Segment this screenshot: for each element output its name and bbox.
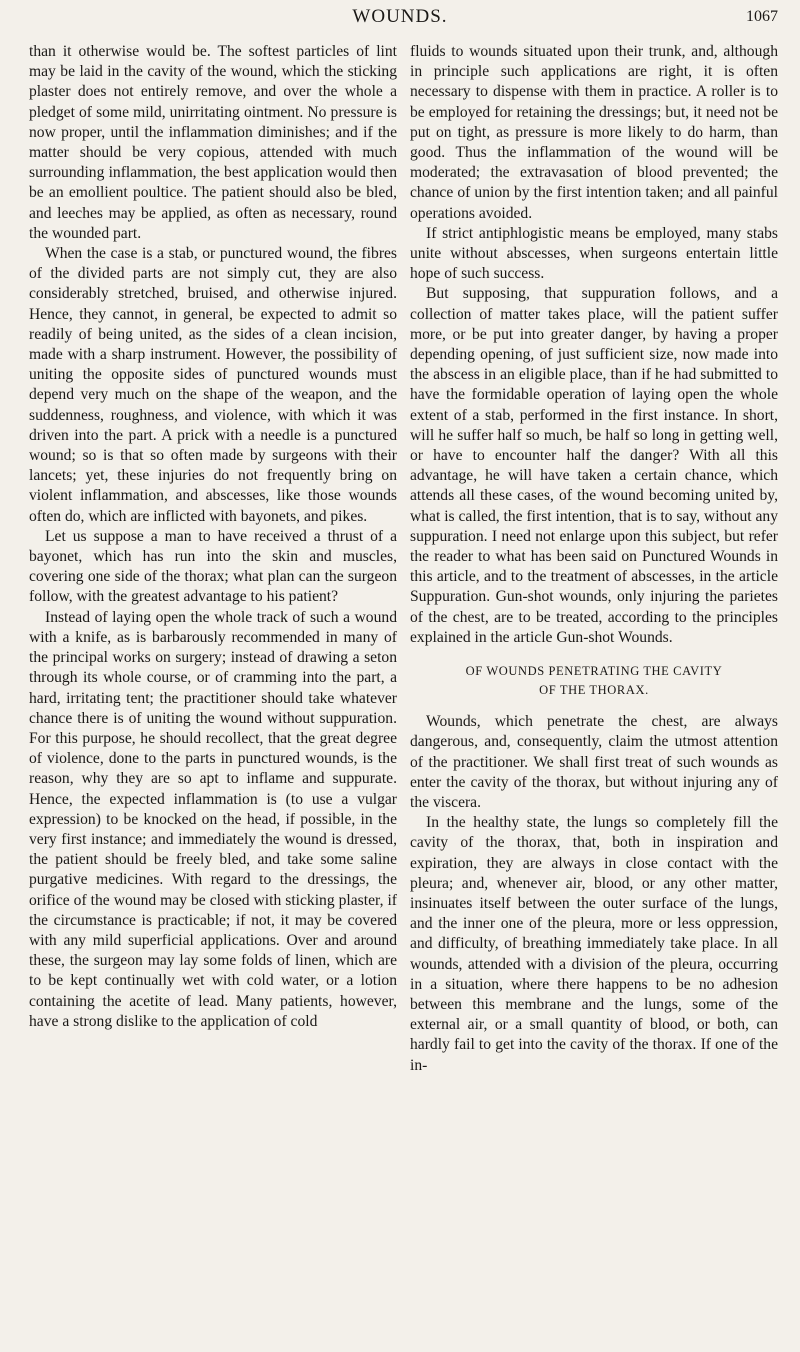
running-head xyxy=(0,4,800,30)
right-column xyxy=(410,42,778,1342)
paragraph: If strict antiphlogistic means be employed, many stabs unite without abscesses, when surgeons entertain little hope of such success. xyxy=(410,224,778,283)
paragraph: than it otherwise would be. The softest particles of lint may be laid in the cavity of the wound, which the sticking plaster does not entirely remove, and over the whole a pledget of some mild, unirritating ointment. No pressure is now proper, until the inflammation diminishes; and if the matter should be very copious, attended with much surrounding inflammation, the best application would then be an emollient poultice. The patient should also be bled, and leeches may be applied, as often as necessary, round the wounded part. xyxy=(29,43,397,242)
paragraph: But supposing, that suppuration follows, and a collection of matter takes place, will the patient suffer more, or be put into greater danger, by having a proper depending opening, of just sufficient size, now made into the abscess in an eligible place, than if he had submitted to have the formidable operation of laying open the whole extent of a stab, performed in the first instance. In short, will he suffer half so much, be half so long in getting well, or have to encounter half the danger? With all this advantage, he will have taken a certain chance, which attends all these cases, of the wound becoming united by, what is called, the first intention, that is to say, without any suppuration. I need not enlarge upon this subject, but refer the reader to what has been said on Punctured Wounds in this article, and to the treatment of abscesses, in the article Suppuration. Gun-shot wounds, only injuring the parietes of the chest, are to be treated, according to the principles explained in the article Gun-shot Wounds. xyxy=(410,285,778,646)
page-title: WOUNDS. xyxy=(352,6,448,27)
paragraph: fluids to wounds situated upon their trunk, and, although in principle such applications are right, it is often necessary to dispense with them in practice. A roller is to be employed for retaining the dressings; but, it need not be put on tight, as pressure is more likely to do harm, than good. Thus the inflammation of the wound will be moderated; the extravasation of blood prevented; the chance of union by the first intention taken; and all painful operations avoided. xyxy=(410,43,778,222)
section-heading-line: OF THE THORAX. xyxy=(539,683,649,698)
paragraph: Let us suppose a man to have received a thrust of a bayonet, which has run into the skin and muscles, covering one side of the thorax; what plan can the surgeon follow, with the greatest advantage to his patient? xyxy=(29,527,397,606)
paragraph: When the case is a stab, or punctured wound, the fibres of the divided parts are not simply cut, they are also considerably stretched, bruised, and otherwise injured. Hence, they cannot, in general, be expected to admit so readily of being united, as the sides of a clean incision, made with a sharp instrument. However, the possibility of uniting the opposite sides of punctured wounds must depend very much on the shape of the weapon, and the suddenness, roughness, and violence, with which it was driven into the part. A prick with a needle is a punctured wound; so is that so often made by surgeons with their lancets; yet, these injuries do not frequently bring on violent inflammation, and abscesses, like those wounds often do, which are inflicted with bayonets, and pikes. xyxy=(29,245,397,525)
paragraph: Instead of laying open the whole track of such a wound with a knife, as is barbarously recommended in many of the principal works on surgery; instead of drawing a seton through its whole course, or of cramming into the part, a hard, irritating tent; the practitioner should take whatever chance there is of uniting the wound without suppuration. For this purpose, he should recollect, that the great degree of violence, done to the parts in punctured wounds, is the reason, why they are so apt to inflame and suppurate. Hence, the expected inflammation is (to use a vulgar expression) to be knocked on the head, if possible, in the very first instance; and immediately the wound is dressed, the patient should be freely bled, and take some saline purgative medicines. With regard to the dressings, the orifice of the wound may be closed with sticking plaster, if the circumstance is practicable; if not, it may be covered with any mild superficial applications. Over and around these, the surgeon may lay some folds of linen, which are to be kept continually wet with cold water, or a lotion containing the acetite of lead. Many patients, however, have a strong dislike to the application of cold xyxy=(29,608,397,1030)
page-number: 1067 xyxy=(746,8,778,25)
left-column xyxy=(29,42,397,1342)
paragraph: In the healthy state, the lungs so completely fill the cavity of the thorax, that, both in inspiration and expiration, they are always in close contact with the pleura; and, whenever air, blood, or any other matter, insinuates itself between the outer surface of the lungs, and the inner one of the pleura, more or less oppression, and difficulty, of breathing immediately take place. In all wounds, attended with a division of the pleura, occurring in a situation, where there happens to be no adhesion between this membrane and the lungs, some of the external air, or a small quantity of blood, or both, can hardly fail to get into the cavity of the thorax. If one of the in- xyxy=(410,814,778,1074)
paragraph: Wounds, which penetrate the chest, are always dangerous, and, consequently, claim the utmost attention of the practitioner. We shall first treat of such wounds as enter the cavity of the thorax, but without injuring any of the viscera. xyxy=(410,713,778,811)
section-heading-line: OF WOUNDS PENETRATING THE CAVITY xyxy=(465,664,723,679)
section-heading xyxy=(410,662,778,700)
